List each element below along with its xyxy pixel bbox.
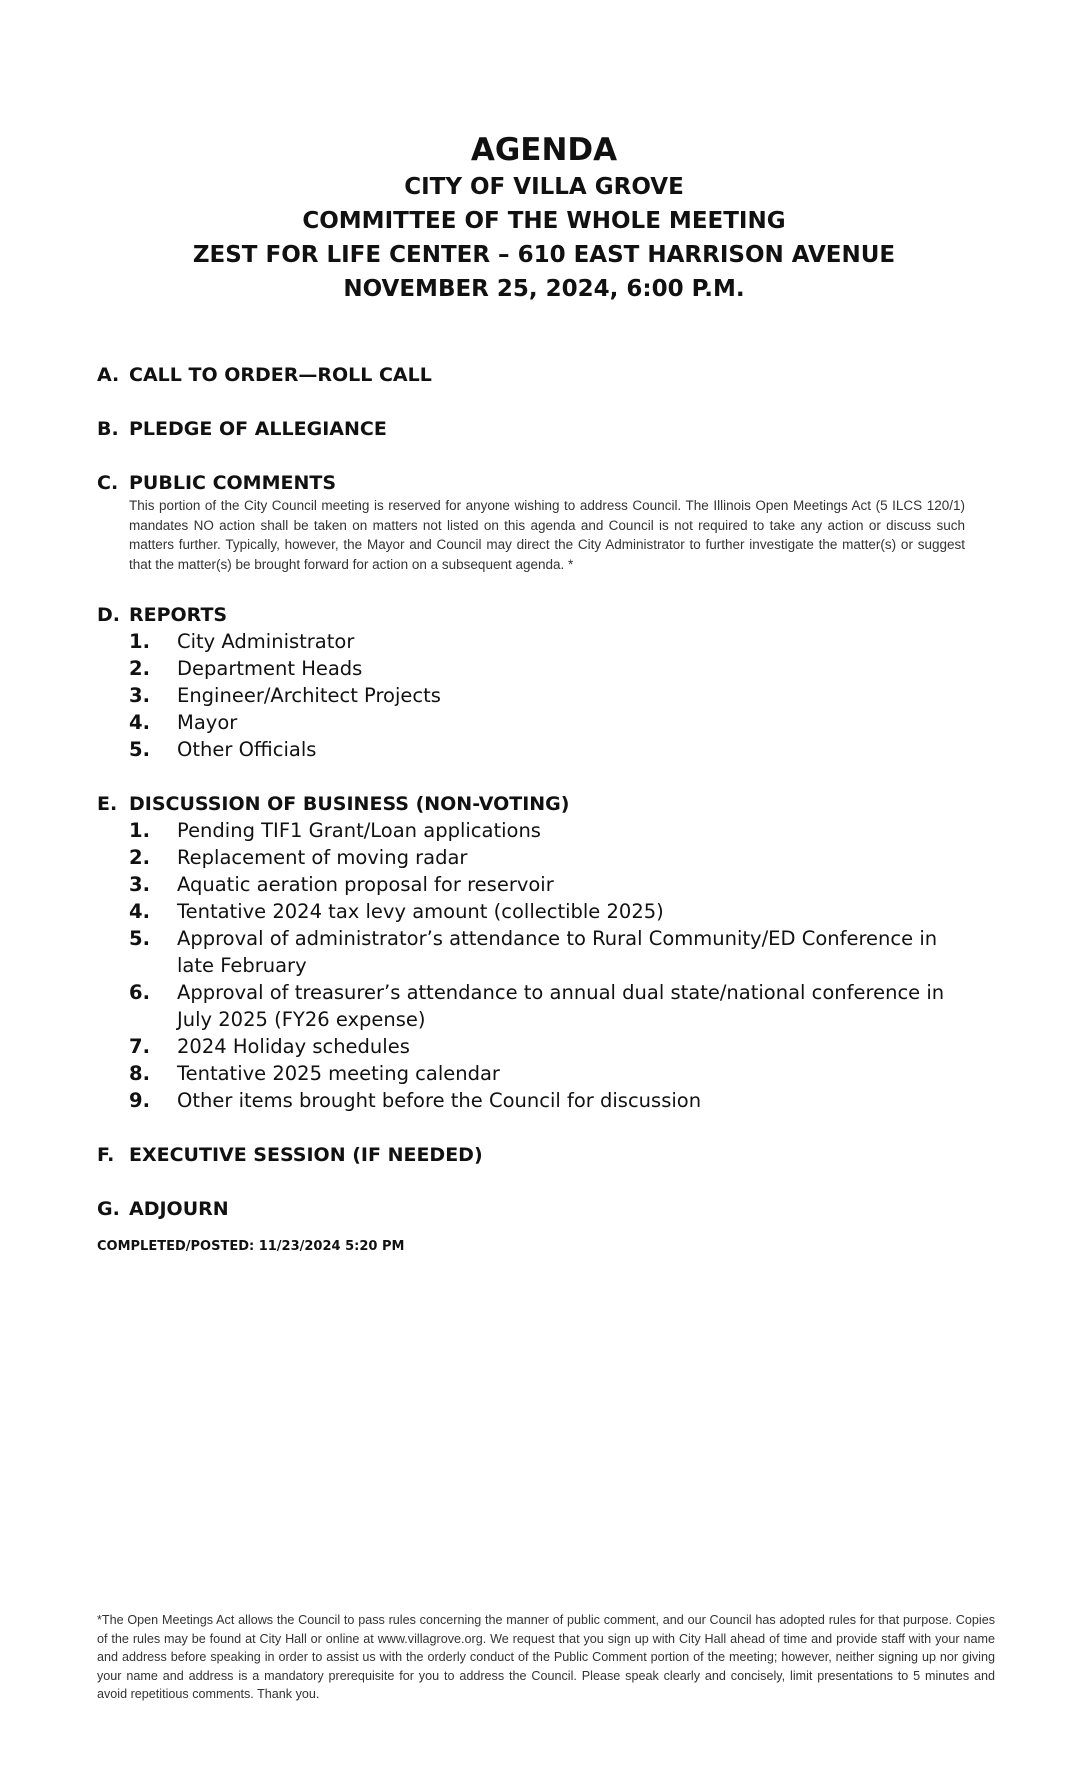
section-heading [97, 470, 965, 496]
item-text: Aquatic aeration proposal for reservoir [177, 873, 554, 896]
list-item [129, 1087, 965, 1114]
section-title: EXECUTIVE SESSION (IF NEEDED) [129, 1144, 483, 1166]
section-heading [97, 362, 965, 388]
list-item [129, 925, 965, 979]
item-text: Tentative 2025 meeting calendar [177, 1062, 500, 1085]
item-text: Replacement of moving radar [177, 846, 468, 869]
item-text: Department Heads [177, 657, 363, 680]
item-text: 2024 Holiday schedules [177, 1035, 410, 1058]
item-number: 8. [129, 1062, 150, 1085]
section-letter: G. [97, 1198, 120, 1220]
section-d [97, 602, 965, 763]
section-a [97, 362, 965, 388]
public-comments-description: This portion of the City Council meeting is reserved for anyone wishing to address Council. The Illinois Open Meetings Act (5 ILCS 120/1) mandates NO action shall be taken on matters not listed on this agenda and Council is not required to take any action or discuss such matters further. Typically, however, the Mayor and Council may direct the City Administrator to further investigate the matter(s) or suggest that the matter(s) be brought forward for action on a subsequent agenda. * [129, 498, 965, 572]
list-item [129, 655, 965, 682]
section-letter: A. [97, 364, 120, 386]
item-text: Other Officials [177, 738, 317, 761]
list-item [129, 1033, 965, 1060]
section-f [97, 1142, 965, 1168]
section-title: PUBLIC COMMENTS [129, 472, 337, 494]
section-letter: B. [97, 418, 119, 440]
section-title: PLEDGE OF ALLEGIANCE [129, 418, 387, 440]
item-number: 3. [129, 684, 150, 707]
item-number: 7. [129, 1035, 150, 1058]
list-item [129, 871, 965, 898]
list-item [129, 979, 965, 1033]
item-text: Pending TIF1 Grant/Loan applications [177, 819, 541, 842]
item-text: City Administrator [177, 630, 355, 653]
item-number: 5. [129, 738, 150, 761]
meeting-name: COMMITTEE OF THE WHOLE MEETING [302, 208, 786, 234]
item-number: 6. [129, 981, 150, 1004]
list-item [129, 736, 965, 763]
discussion-list [97, 817, 965, 1114]
section-c [97, 470, 965, 574]
section-g [97, 1196, 965, 1222]
section-letter: C. [97, 472, 119, 494]
section-title: DISCUSSION OF BUSINESS (NON-VOTING) [129, 793, 570, 815]
item-number: 2. [129, 846, 150, 869]
agenda-sections [97, 362, 965, 1250]
footnote: *The Open Meetings Act allows the Council to pass rules concerning the manner of public comment, and our Council has adopted rules for that purpose. Copies of the rules may be found at City Hall or online at www.villagrove.org. We request that you sign up with City Hall ahead of time and provide staff with your name and address before speaking in order to assist us with the orderly conduct of the Public Comment portion of the meeting; however, neither signing up nor giving your name and address is a mandatory prerequisite for you to address the Council. Please speak clearly and concisely, limit presentations to 5 minutes and avoid repetitious comments. Thank you. [97, 1613, 995, 1701]
item-text: Mayor [177, 711, 238, 734]
section-letter: E. [97, 793, 118, 815]
list-item [129, 709, 965, 736]
list-item [129, 1060, 965, 1087]
section-e [97, 791, 965, 1114]
list-item [129, 628, 965, 655]
item-number: 3. [129, 873, 150, 896]
section-letter: F. [97, 1144, 115, 1166]
item-number: 5. [129, 927, 150, 950]
item-number: 1. [129, 819, 150, 842]
section-title: REPORTS [129, 604, 228, 626]
item-text: Approval of administrator’s attendance to Rural Community/ED Conference in late February [177, 927, 938, 977]
section-heading [97, 791, 965, 817]
item-number: 2. [129, 657, 150, 680]
section-heading [97, 416, 965, 442]
list-item [129, 817, 965, 844]
item-text: Engineer/Architect Projects [177, 684, 441, 707]
posted-timestamp: COMPLETED/POSTED: 11/23/2024 5:20 PM [97, 1239, 405, 1254]
list-item [129, 898, 965, 925]
section-title: ADJOURN [129, 1198, 229, 1220]
item-text: Other items brought before the Council for discussion [177, 1089, 702, 1112]
item-number: 9. [129, 1089, 150, 1112]
section-b [97, 416, 965, 442]
page-title: AGENDA [470, 132, 618, 168]
list-item [129, 682, 965, 709]
item-number: 4. [129, 711, 150, 734]
section-heading [97, 1196, 965, 1222]
section-heading [97, 602, 965, 628]
meeting-datetime: NOVEMBER 25, 2024, 6:00 P.M. [343, 276, 745, 302]
section-heading [97, 1142, 965, 1168]
list-item [129, 844, 965, 871]
city-name: CITY OF VILLA GROVE [404, 174, 684, 200]
item-text: Approval of treasurer’s attendance to annual dual state/national conference in July 2025 (FY26 expense) [177, 981, 945, 1031]
agenda-header [0, 130, 1088, 306]
section-title: CALL TO ORDER—ROLL CALL [129, 364, 432, 386]
item-text: Tentative 2024 tax levy amount (collectible 2025) [177, 900, 664, 923]
section-letter: D. [97, 604, 120, 626]
meeting-location: ZEST FOR LIFE CENTER – 610 EAST HARRISON AVENUE [192, 242, 896, 268]
item-number: 4. [129, 900, 150, 923]
item-number: 1. [129, 630, 150, 653]
reports-list [97, 628, 965, 763]
